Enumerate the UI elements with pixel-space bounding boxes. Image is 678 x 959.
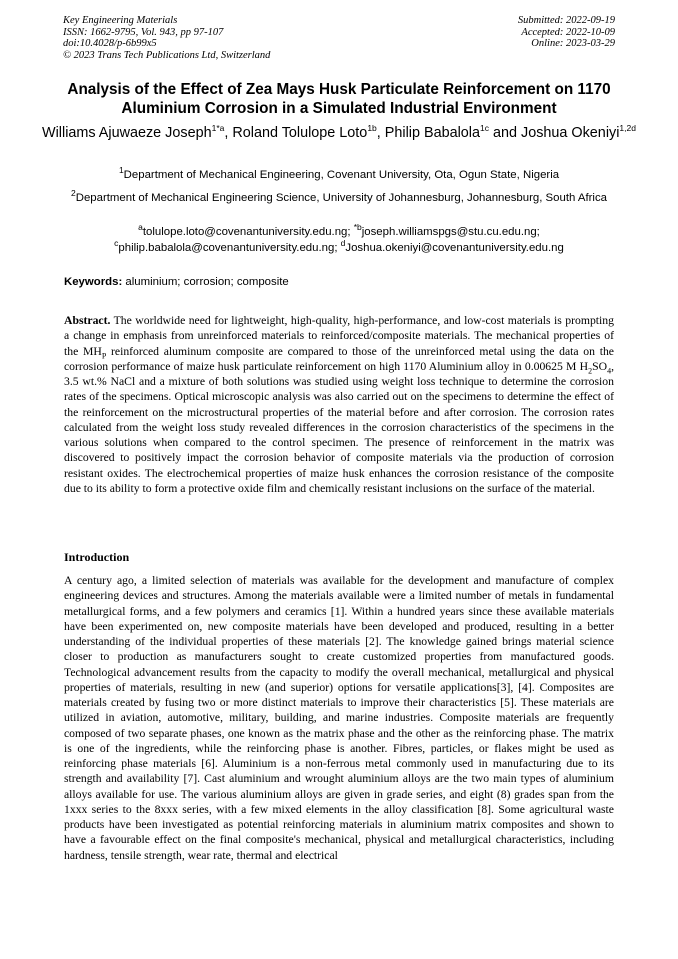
author-name: Williams Ajuwaeze Joseph <box>42 125 212 141</box>
author-affiliation-mark: 1c <box>480 123 489 134</box>
email-link[interactable]: joseph.williamspgs@stu.cu.edu.ng; <box>361 226 540 238</box>
abstract-text: , 3.5 wt.% NaCl and a mixture of both solutions was studied using weight loss technique to determine the corrosion rates of the specimens. Optical microscopic analysis was also carried out on the specimens to determine the effect of the reinforcement on the microstructural properties of the material before and after corrosion. The corrosion rates calculated from the weight loss study revealed differences in the corrosion characteristics of the specimens in the various solutions when compared to the control specimen. The presence of reinforcement in the matrix was discovered to positively impact the corrosion behavior of composite materials via the production of corrosion resistant oxides. The electrochemical properties of maize husk enhances the corrosion resistance of the composite due to its ability to form a protective oxide film and chemically resistant inclusions on the surface of the material. <box>64 359 614 495</box>
email-link[interactable]: Joshua.okeniyi@covenantuniversity.edu.ng <box>345 242 564 254</box>
affiliation-number: 2 <box>71 188 76 199</box>
section-heading-introduction: Introduction <box>64 550 130 564</box>
email-mark: *b <box>353 222 362 233</box>
author-conjunction: and <box>489 125 522 141</box>
email-link[interactable]: tolulope.loto@covenantuniversity.edu.ng; <box>142 226 354 238</box>
author-separator: , <box>376 125 385 141</box>
submitted-date: Submitted: 2022-09-19 <box>517 15 615 26</box>
submission-dates <box>518 15 615 50</box>
author-name: Joshua Okeniyi <box>521 125 620 141</box>
author-affiliation-mark: 1,2d <box>619 123 636 134</box>
affiliation-number: 1 <box>118 165 124 176</box>
author-name: Philip Babalola <box>384 125 481 141</box>
journal-copyright: © 2023 Trans Tech Publications Ltd, Switzerland <box>63 49 271 61</box>
paper-title: Analysis of the Effect of Zea Mays Husk Particulate Reinforcement on 1170 Aluminium Corrosion in a Simulated Industrial Environment <box>67 81 611 117</box>
subscript: 2 <box>588 366 593 376</box>
author-affiliation-mark: 1*a <box>211 123 225 134</box>
author-list <box>40 124 638 143</box>
abstract-label: Abstract. <box>64 314 111 327</box>
subscript: 4 <box>607 366 612 376</box>
affiliation-text: Department of Mechanical Engineering Science, University of Johannesburg, Johannesburg, South Africa <box>75 192 607 204</box>
journal-doi: doi:10.4028/p-6b99x5 <box>63 38 157 49</box>
author-name: Roland Tolulope Loto <box>232 125 368 141</box>
keywords-label: Keywords: <box>64 276 123 288</box>
online-date: Online: 2023-03-29 <box>531 38 615 49</box>
keywords-text: aluminium; corrosion; composite <box>122 276 289 288</box>
abstract-text: SO <box>592 359 608 373</box>
email-link[interactable]: philip.babalola@covenantuniversity.edu.ng; <box>118 242 341 254</box>
accepted-date: Accepted: 2022-10-09 <box>521 26 615 38</box>
abstract-text: The worldwide need for lightweight, high-quality, high-performance, and low-cost materials is prompting a change in emphasis from unreinforced materials to reinforced/composite materials. The mechanical properties of the MH <box>64 314 614 358</box>
email-list <box>40 224 638 256</box>
email-mark: c <box>114 238 119 249</box>
email-mark: a <box>138 222 143 233</box>
keywords <box>64 275 289 290</box>
journal-name: Key Engineering Materials <box>63 15 178 26</box>
abstract <box>64 313 614 496</box>
affiliation-text: Department of Mechanical Engineering, Covenant University, Ota, Ogun State, Nigeria <box>123 169 560 181</box>
email-mark: d <box>340 238 346 249</box>
subscript: P <box>101 350 107 360</box>
author-affiliation-mark: 1b <box>367 123 377 134</box>
journal-issn: ISSN: 1662-9795, Vol. 943, pp 97-107 <box>63 26 224 38</box>
author-separator: , <box>224 125 233 141</box>
introduction-text: A century ago, a limited selection of materials was available for the development and manufacture of complex engineering devices and structures. Among the materials available were a limited number of metals in fundamental metallurgical forms, and a few polymers and ceramics [1]. Within a hundred years since these available materials have been experimented on, new composite materials have been developed and produced, resulting in a better understanding of the individual properties of these materials [2]. The knowledge gained brings material science closer to production as manufacturers sought to create customized properties from manufactured goods. Technological advancement results from the capacity to modify the overall mechanical, metallurgical and physical properties of materials, resulting in new (and superior) options for versatile applications[3], [4]. Composites are materials created by fusing two or more distinct materials to improve their characteristics [5]. These materials are utilized in aviation, automotive, military, building, and marine industries. Composite materials are frequently composed of two separate phases, one known as the matrix phase and the other as the reinforcing phase. The matrix is one of the ingredients, while the reinforcing phase is another. Fibres, particles, or flakes might be used as reinforcing phase materials [6]. Aluminium is a non-ferrous metal commonly used in manufacturing due to its strength and availability [7]. Cast aluminium and wrought aluminium alloys are the two main types of aluminium alloys available for use. The various aluminium alloys are given in grade series, and eight (8) grades span from the 1xxx series to the 8xxx series, with a few mixed elements in the alloy classification [8]. Some agricultural waste products have been investigated as potential reinforcing materials in aluminium matrix composites and shown to have a favourable effect on the final composite's mechanical, physical and metallurgical characteristics, including hardness, tensile strength, wear rate, thermal and electrical <box>64 574 614 862</box>
affiliation-2 <box>50 190 628 206</box>
journal-info <box>63 15 270 61</box>
abstract-text: reinforced aluminum composite are compared to those of the unreinforced metal using the data on the corrosion performance of maize husk particulate reinforcement on high 1170 Aluminium alloy in 0.00625 M H <box>64 344 614 373</box>
affiliation-1 <box>50 167 628 183</box>
